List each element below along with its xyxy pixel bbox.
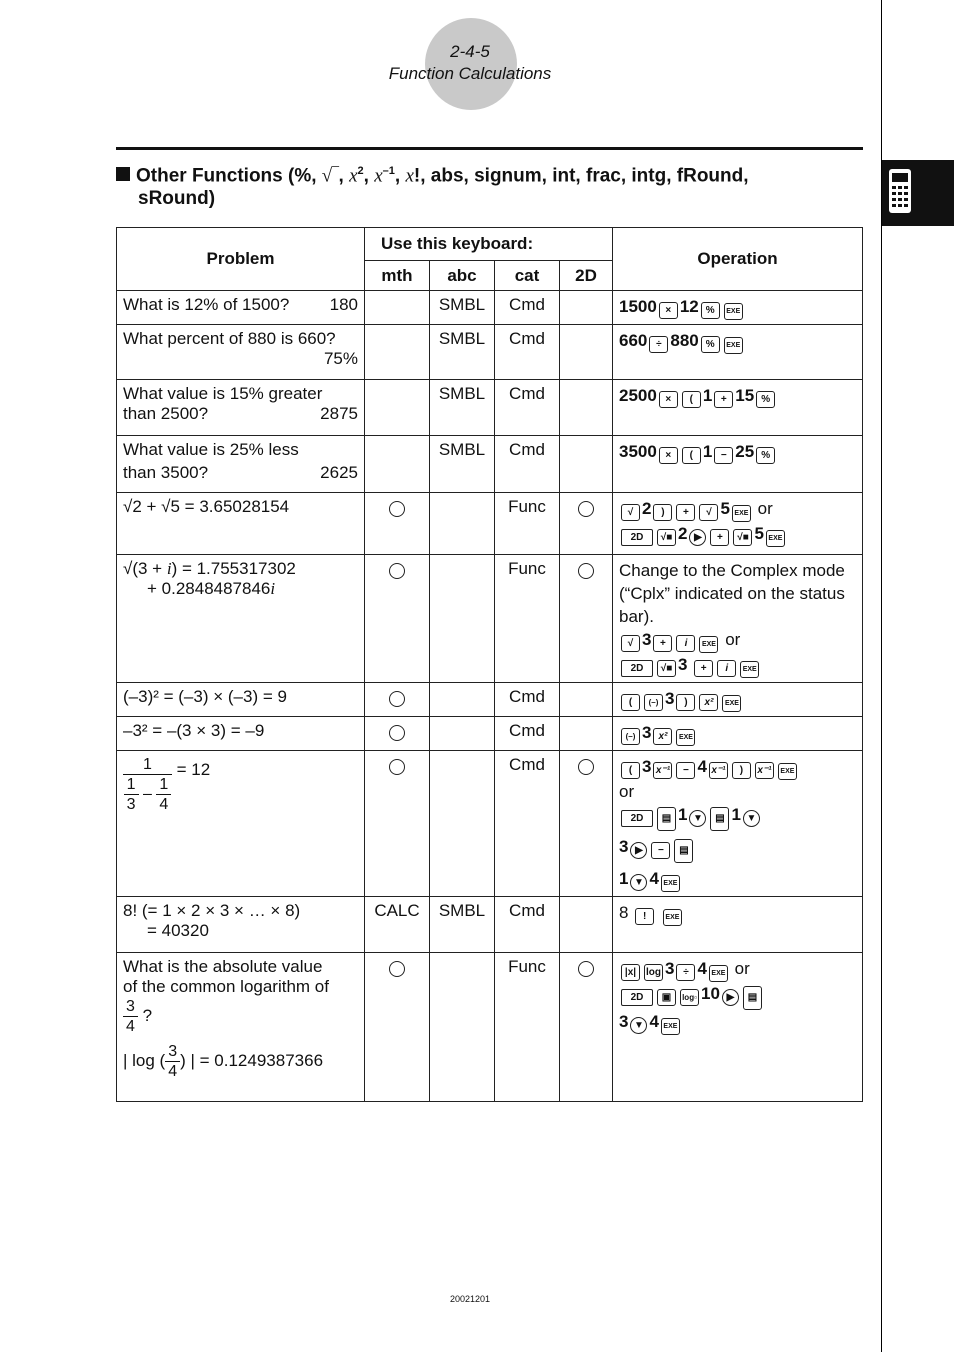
- cat-cell: Cmd: [495, 717, 560, 751]
- abs-template-key-icon: ▣: [657, 989, 676, 1006]
- abc-cell: [430, 493, 495, 555]
- percent-key-icon: %: [756, 391, 775, 408]
- problem-cell: [117, 897, 365, 953]
- sqrt-template-key-icon: √■: [733, 529, 752, 546]
- imaginary-unit: i: [270, 579, 276, 598]
- or-text: or: [757, 499, 773, 518]
- op-number: 3: [642, 757, 652, 776]
- fraction: [123, 755, 172, 814]
- 2d-key-icon: 2D: [621, 810, 653, 827]
- header-2d: 2D: [560, 261, 613, 291]
- cat-cell: Cmd: [495, 436, 560, 493]
- fraction: [156, 775, 171, 814]
- exe-key-icon: EXE: [709, 965, 728, 982]
- heading-sep: ,: [363, 165, 375, 187]
- problem-text-2: than 3500?: [123, 463, 209, 482]
- problem-cell: [117, 555, 365, 683]
- abc-cell: [430, 953, 495, 1102]
- cat-cell: Cmd: [495, 380, 560, 436]
- problem-cell: [117, 380, 365, 436]
- mth-cell: [365, 555, 430, 683]
- fraction-template-key-icon: ▤: [743, 986, 762, 1010]
- fraction: [123, 997, 138, 1036]
- problem-text: What is 12% of 1500?: [123, 295, 290, 314]
- multiply-key-icon: ×: [659, 391, 678, 408]
- op-number: 3: [619, 1012, 629, 1031]
- problem-cell: [117, 325, 365, 380]
- op-number: 15: [735, 386, 755, 405]
- mth-cell: [365, 380, 430, 436]
- abc-cell: SMBL: [430, 436, 495, 493]
- heading-prefix: Other Functions (%,: [136, 165, 322, 187]
- fraction-template-key-icon: ▤: [674, 839, 693, 863]
- abc-cell: SMBL: [430, 291, 495, 325]
- heading-sep: ,: [338, 165, 350, 187]
- cat-cell: Func: [495, 555, 560, 683]
- fraction-template-key-icon: ▤: [657, 807, 676, 831]
- mth-cell: [365, 493, 430, 555]
- op-number: 8: [619, 903, 629, 922]
- functions-table: [116, 227, 863, 1102]
- exe-key-icon: EXE: [724, 303, 743, 320]
- table-row: [117, 953, 863, 1102]
- logab-key-icon: log▫: [680, 989, 699, 1006]
- fraction-denominator: [123, 775, 172, 814]
- op-number: 1: [702, 442, 713, 461]
- open-paren-key-icon: (: [682, 447, 701, 464]
- problem-cell: [117, 953, 365, 1102]
- supported-mark-icon: [389, 563, 405, 579]
- supported-mark-icon: [389, 725, 405, 741]
- operation-cell: [613, 953, 863, 1102]
- heading-sup-inv: –1: [382, 165, 395, 177]
- open-paren-key-icon: (: [682, 391, 701, 408]
- exe-key-icon: EXE: [661, 875, 680, 892]
- divide-key-icon: ÷: [649, 336, 668, 353]
- fraction-denominator: 4: [168, 1063, 178, 1080]
- down-arrow-key-icon: ▼: [630, 1017, 647, 1034]
- twod-cell: [560, 291, 613, 325]
- square-bullet-icon: [116, 167, 130, 181]
- problem-answer: 180: [329, 295, 358, 314]
- abc-cell: SMBL: [430, 897, 495, 953]
- problem-answer: = 40320: [147, 921, 209, 940]
- op-number: 1: [731, 805, 741, 824]
- op-number: 3: [642, 723, 652, 742]
- table-row: [117, 325, 863, 380]
- twod-cell: [560, 953, 613, 1102]
- twod-cell: [560, 380, 613, 436]
- sqrt-key-icon: √: [621, 504, 640, 521]
- right-arrow-key-icon: ▶: [722, 989, 739, 1006]
- operation-note: Change to the Complex mode (“Cplx” indicated on the status bar).: [619, 561, 845, 626]
- negative-key-icon: (–): [644, 694, 663, 711]
- table-row: [117, 897, 863, 953]
- op-number: 1: [678, 805, 688, 824]
- sqrt-symbol: √‾: [321, 165, 339, 187]
- op-number: 4: [697, 757, 707, 776]
- multiply-key-icon: ×: [659, 447, 678, 464]
- factorial-key-icon: !: [635, 908, 654, 925]
- problem-text: 8! (= 1 × 2 × 3 × … × 8): [123, 901, 301, 920]
- op-number: 1500: [619, 297, 657, 316]
- problem-answer: ) | = 0.1249387366: [180, 1050, 324, 1070]
- twod-cell: [560, 897, 613, 953]
- heading-sep: ,: [394, 165, 406, 187]
- heading-line2: sRound): [138, 188, 216, 210]
- operation-cell: [613, 683, 863, 717]
- table-row: [117, 717, 863, 751]
- operation-cell: [613, 325, 863, 380]
- calculator-icon: [882, 160, 954, 226]
- table-row: [117, 683, 863, 717]
- cat-cell: Cmd: [495, 683, 560, 717]
- negative-key-icon: (–): [621, 728, 640, 745]
- problem-cell: [117, 751, 365, 897]
- op-number: 3: [678, 655, 688, 674]
- mth-cell: [365, 751, 430, 897]
- print-code: 20021201: [449, 1294, 491, 1304]
- or-text: or: [619, 782, 635, 801]
- minus-key-icon: −: [714, 447, 733, 464]
- problem-text: –3² = –(3 × 3) = –9: [123, 721, 265, 740]
- multiply-key-icon: ×: [659, 302, 678, 319]
- sqrt-template-key-icon: √■: [657, 529, 676, 546]
- mth-cell: [365, 953, 430, 1102]
- percent-key-icon: %: [756, 447, 775, 464]
- exe-key-icon: EXE: [722, 695, 741, 712]
- problem-cell: [117, 436, 365, 493]
- problem-text: What percent of 880 is 660?: [123, 329, 336, 348]
- fraction-denominator: 4: [159, 796, 169, 813]
- op-number: 2: [642, 499, 652, 518]
- log-key-icon: log: [644, 964, 663, 981]
- op-number: 1: [619, 869, 629, 888]
- percent-key-icon: %: [701, 336, 720, 353]
- abc-cell: SMBL: [430, 380, 495, 436]
- heading-rest: , abs, signum, int, frac, intg, fRound,: [420, 165, 749, 187]
- cat-cell: Cmd: [495, 291, 560, 325]
- op-number: 2500: [619, 386, 657, 405]
- problem-answer: 2625: [320, 463, 358, 482]
- open-paren-key-icon: (: [621, 762, 640, 779]
- exe-key-icon: EXE: [740, 661, 759, 678]
- fraction-numerator: 3: [165, 1042, 180, 1062]
- exe-key-icon: EXE: [699, 636, 718, 653]
- header-mth: mth: [365, 261, 430, 291]
- op-number: 12: [679, 297, 699, 316]
- 2d-key-icon: 2D: [621, 660, 653, 677]
- heading-x: x: [374, 165, 383, 187]
- reciprocal-key-icon: x⁻¹: [709, 762, 728, 779]
- page-number: 2-4-5: [450, 42, 490, 61]
- problem-text-2: than 2500?: [123, 404, 209, 423]
- minus-key-icon: −: [676, 762, 695, 779]
- problem-text-end: ) = 1.755317302: [171, 559, 296, 578]
- header-problem: Problem: [117, 228, 365, 291]
- down-arrow-key-icon: ▼: [743, 810, 760, 827]
- reciprocal-key-icon: x⁻¹: [755, 762, 774, 779]
- minus-key-icon: −: [651, 842, 670, 859]
- fraction-numerator: 1: [156, 775, 171, 795]
- exe-key-icon: EXE: [661, 1018, 680, 1035]
- exe-key-icon: EXE: [778, 763, 797, 780]
- twod-cell: [560, 751, 613, 897]
- mth-cell: [365, 717, 430, 751]
- abc-cell: [430, 683, 495, 717]
- minus-sign: –: [143, 785, 152, 803]
- op-number: 25: [735, 442, 755, 461]
- chapter-tab: [882, 160, 954, 226]
- fraction: [124, 775, 139, 814]
- op-number: 880: [670, 331, 699, 350]
- abc-cell: [430, 751, 495, 897]
- right-arrow-key-icon: ▶: [630, 842, 647, 859]
- heading-x: x: [349, 165, 358, 187]
- table-row: [117, 493, 863, 555]
- abc-cell: SMBL: [430, 325, 495, 380]
- problem-text: What value is 15% greater: [123, 384, 323, 403]
- problem-text: √(3 +: [123, 559, 167, 578]
- op-number: 4: [649, 869, 659, 888]
- problem-answer: + 0.2848487846: [147, 579, 271, 598]
- op-number: 1: [702, 386, 713, 405]
- supported-mark-icon: [389, 501, 405, 517]
- op-number: 660: [619, 331, 648, 350]
- operation-cell: [613, 897, 863, 953]
- header-keyboard: Use this keyboard:: [365, 228, 613, 261]
- operation-cell: [613, 493, 863, 555]
- mth-cell: [365, 683, 430, 717]
- cat-cell: Cmd: [495, 751, 560, 897]
- op-number: 5: [754, 524, 764, 543]
- supported-mark-icon: [578, 501, 594, 517]
- or-text: or: [725, 630, 741, 649]
- close-paren-key-icon: ): [732, 762, 751, 779]
- problem-cell: [117, 717, 365, 751]
- section-rule: [116, 147, 863, 150]
- header-operation: Operation: [613, 228, 863, 291]
- op-number: 4: [649, 1012, 659, 1031]
- twod-cell: [560, 717, 613, 751]
- header-row: [117, 228, 863, 261]
- cat-cell: Cmd: [495, 897, 560, 953]
- exe-key-icon: EXE: [676, 729, 695, 746]
- cat-cell: Func: [495, 493, 560, 555]
- supported-mark-icon: [389, 691, 405, 707]
- fraction-numerator: 1: [123, 755, 172, 775]
- mth-cell: CALC: [365, 897, 430, 953]
- down-arrow-key-icon: ▼: [689, 810, 706, 827]
- fraction-template-key-icon: ▤: [710, 807, 729, 831]
- close-paren-key-icon: ): [676, 694, 695, 711]
- heading-x: x: [405, 165, 414, 187]
- cat-cell: Cmd: [495, 325, 560, 380]
- square-key-icon: x²: [699, 694, 718, 711]
- cat-cell: Func: [495, 953, 560, 1102]
- header-cat: cat: [495, 261, 560, 291]
- problem-text: What value is 25% less: [123, 440, 299, 459]
- op-number: 3: [665, 689, 675, 708]
- op-number: 3: [642, 630, 652, 649]
- problem-answer: 2875: [320, 404, 358, 423]
- sqrt-template-key-icon: √■: [657, 660, 676, 677]
- down-arrow-key-icon: ▼: [630, 874, 647, 891]
- or-text: or: [734, 959, 750, 978]
- abc-cell: [430, 555, 495, 683]
- fraction-numerator: 1: [124, 775, 139, 795]
- problem-text: (–3)² = (–3) × (–3) = 9: [123, 687, 287, 706]
- square-key-icon: x²: [653, 728, 672, 745]
- twod-cell: [560, 325, 613, 380]
- problem-answer: = 12: [176, 759, 211, 779]
- exe-key-icon: EXE: [724, 337, 743, 354]
- problem-text-2: of the common logarithm of: [123, 977, 329, 996]
- table-row: [117, 555, 863, 683]
- section-title: Function Calculations: [388, 64, 552, 83]
- table-row: [117, 291, 863, 325]
- supported-mark-icon: [389, 961, 405, 977]
- reciprocal-key-icon: x⁻¹: [653, 762, 672, 779]
- header-abc: abc: [430, 261, 495, 291]
- problem-cell: [117, 493, 365, 555]
- mth-cell: [365, 436, 430, 493]
- operation-cell: [613, 751, 863, 897]
- problem-text: √2 + √5 = 3.65028154: [123, 497, 290, 516]
- fraction-denominator: 4: [126, 1018, 135, 1035]
- heading-fact: !: [413, 165, 421, 187]
- right-arrow-key-icon: ▶: [689, 529, 706, 546]
- heading-sup-2: 2: [357, 165, 364, 177]
- plus-key-icon: +: [714, 391, 733, 408]
- operation-cell: [613, 717, 863, 751]
- exe-key-icon: EXE: [732, 505, 751, 522]
- problem-cell: [117, 683, 365, 717]
- imaginary-unit: i: [166, 559, 172, 578]
- operation-cell: [613, 291, 863, 325]
- problem-answer: 75%: [323, 349, 358, 368]
- mth-cell: [365, 325, 430, 380]
- sqrt-key-icon: √: [699, 504, 718, 521]
- problem-cell: [117, 291, 365, 325]
- i-key-icon: i: [717, 660, 736, 677]
- supported-mark-icon: [578, 759, 594, 775]
- operation-cell: [613, 436, 863, 493]
- open-paren-key-icon: (: [621, 694, 640, 711]
- supported-mark-icon: [389, 759, 405, 775]
- op-number: 4: [697, 959, 707, 978]
- close-paren-key-icon: ): [653, 504, 672, 521]
- abc-cell: [430, 717, 495, 751]
- percent-key-icon: %: [701, 302, 720, 319]
- abs-key-icon: |x|: [621, 964, 640, 981]
- problem-text: What is the absolute value: [123, 957, 323, 976]
- supported-mark-icon: [578, 563, 594, 579]
- 2d-key-icon: 2D: [621, 989, 653, 1006]
- fraction-numerator: 3: [123, 997, 138, 1017]
- operation-cell: [613, 380, 863, 436]
- supported-mark-icon: [578, 961, 594, 977]
- section-heading: [116, 160, 836, 210]
- exe-key-icon: EXE: [766, 530, 785, 547]
- fraction: [165, 1042, 180, 1081]
- op-number: 2: [678, 524, 688, 543]
- op-number: 3500: [619, 442, 657, 461]
- exe-key-icon: EXE: [663, 909, 682, 926]
- twod-cell: [560, 683, 613, 717]
- mth-cell: [365, 291, 430, 325]
- answer-prefix: | log (: [123, 1050, 166, 1070]
- table-row: [117, 751, 863, 897]
- op-number: 3: [619, 837, 629, 856]
- plus-key-icon: +: [676, 504, 695, 521]
- divide-key-icon: ÷: [676, 964, 695, 981]
- question-mark: ?: [142, 1005, 153, 1025]
- fraction-denominator: 3: [126, 796, 136, 813]
- twod-cell: [560, 493, 613, 555]
- plus-key-icon: +: [710, 529, 729, 546]
- twod-cell: [560, 436, 613, 493]
- op-number: 10: [701, 984, 720, 1003]
- table-row: [117, 380, 863, 436]
- op-number: 3: [665, 959, 675, 978]
- plus-key-icon: +: [694, 660, 713, 677]
- sqrt-key-icon: √: [621, 635, 640, 652]
- table-row: [117, 436, 863, 493]
- operation-cell: [613, 555, 863, 683]
- twod-cell: [560, 555, 613, 683]
- plus-key-icon: +: [653, 635, 672, 652]
- op-number: 5: [720, 499, 730, 518]
- i-key-icon: i: [676, 635, 695, 652]
- 2d-key-icon: 2D: [621, 529, 653, 546]
